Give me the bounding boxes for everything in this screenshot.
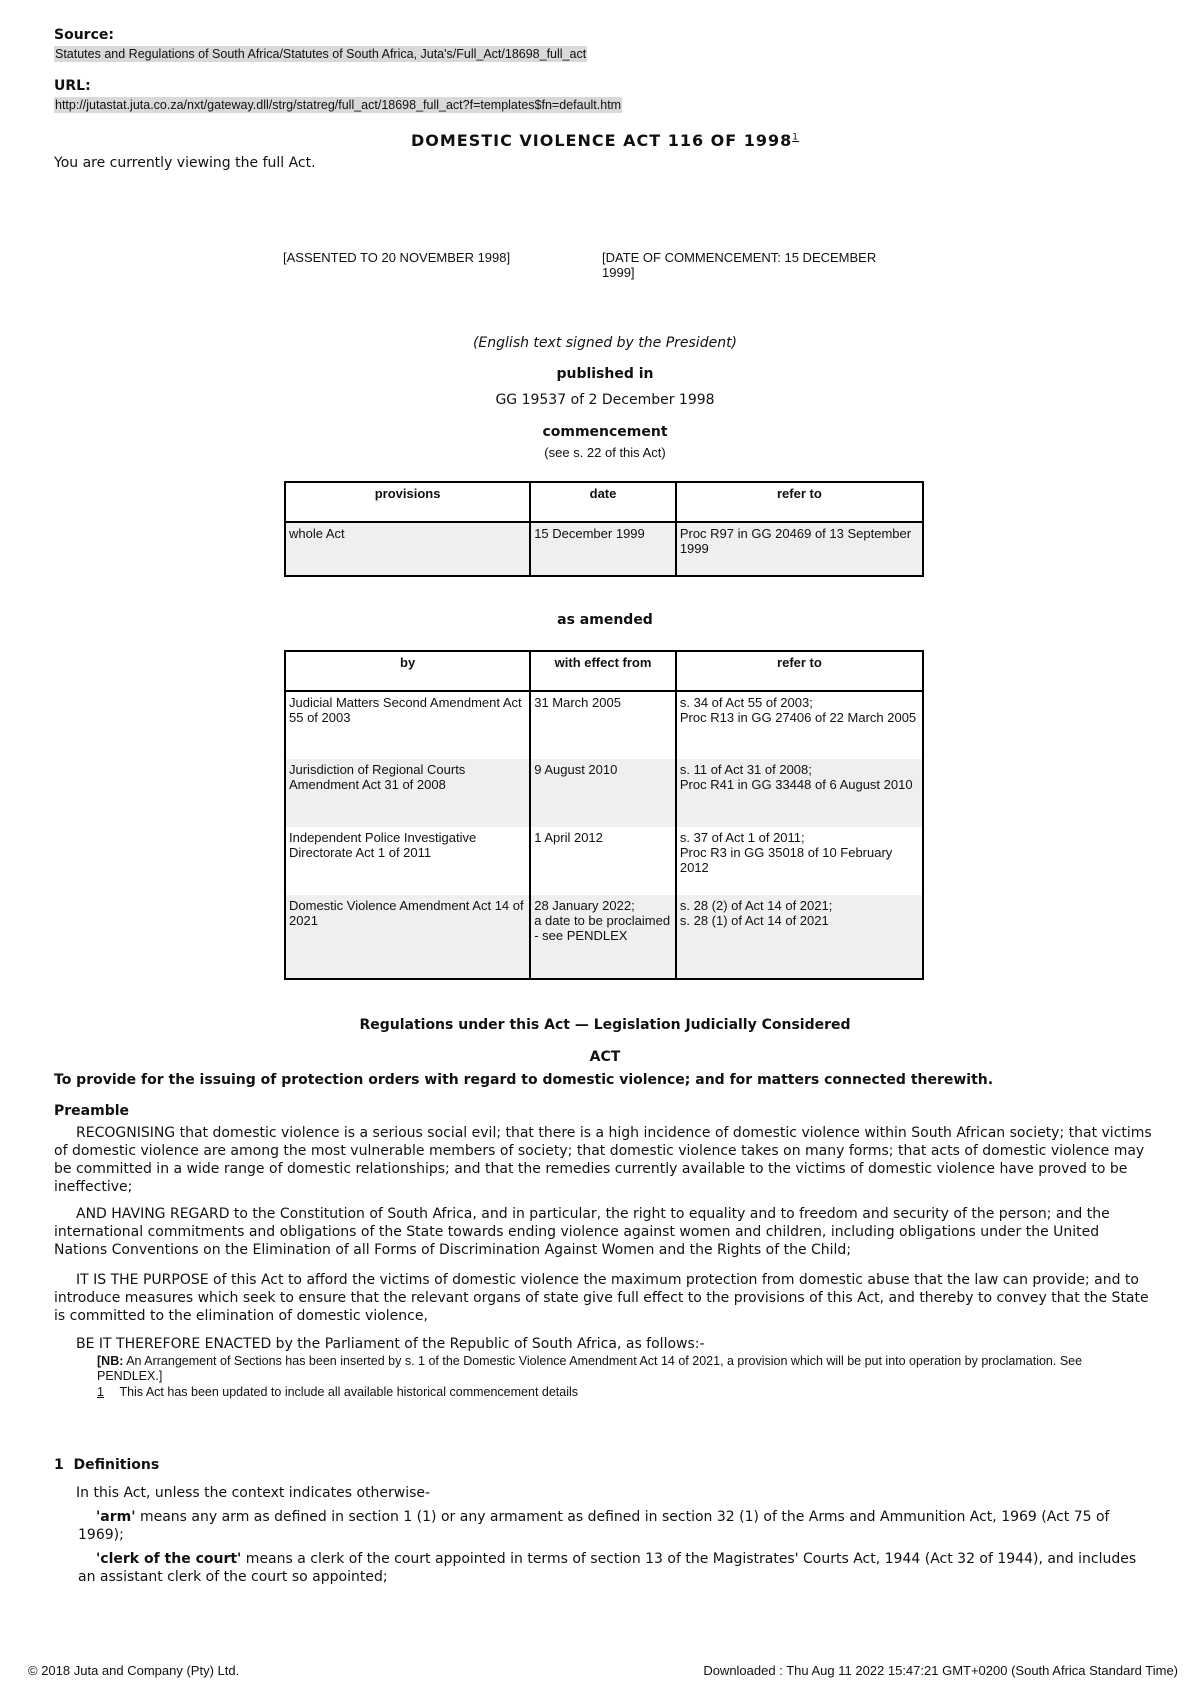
- table-row: [285, 827, 923, 895]
- preamble-paragraph: [54, 1124, 1154, 1196]
- preamble-text: RECOGNISING that domestic violence is a serious social evil; that there is a high incidence of domestic violence within South African society; that victims of domestic violence are among the most vulnerable members of society; that domestic violence takes on many forms; that acts of domestic violence may be committed in a wide range of domestic relationships; and that the remedies currently available to the victims of domestic violence have proved to be ineffective;: [54, 1125, 1152, 1195]
- commencement-see: (see s. 22 of this Act): [544, 445, 666, 460]
- nb-note: [97, 1354, 1097, 1384]
- table-cell: Proc R97 in GG 20469 of 13 September 1999: [676, 522, 923, 576]
- enacting-clause: BE IT THEREFORE ENACTED by the Parliament of the Republic of South Africa, as follows:-: [76, 1336, 705, 1352]
- table-cell: s. 34 of Act 55 of 2003; Proc R13 in GG 27406 of 22 March 2005: [676, 691, 923, 759]
- column-header: provisions: [285, 482, 530, 522]
- column-header: date: [530, 482, 676, 522]
- assented-date: [ASSENTED TO 20 NOVEMBER 1998]: [283, 250, 511, 265]
- definition-term: 'arm': [96, 1509, 136, 1525]
- preamble-paragraph: [54, 1205, 1154, 1259]
- link-separator: —: [574, 1017, 589, 1033]
- column-header: refer to: [676, 651, 923, 691]
- commencement-heading: commencement: [542, 424, 668, 440]
- table-cell: 31 March 2005: [530, 691, 676, 759]
- column-header: by: [285, 651, 530, 691]
- nb-text: An Arrangement of Sections has been inserted by s. 1 of the Domestic Violence Amendment Act 14 of 2021, a provision which will be put into operation by proclamation. See PENDLEX.]: [97, 1354, 1083, 1383]
- regulations-link[interactable]: Regulations under this Act: [359, 1017, 570, 1033]
- column-header: refer to: [676, 482, 923, 522]
- definition: [78, 1508, 1158, 1544]
- section-heading: 1 Definitions: [54, 1457, 160, 1473]
- section-intro: In this Act, unless the context indicates otherwise-: [76, 1485, 431, 1501]
- table-cell: Judicial Matters Second Amendment Act 55 of 2003: [285, 691, 530, 759]
- table-cell: 9 August 2010: [530, 759, 676, 827]
- viewing-note: You are currently viewing the full Act.: [54, 155, 316, 171]
- act-title: [300, 131, 910, 150]
- related-links: [300, 1017, 910, 1033]
- footer-downloaded: Downloaded : Thu Aug 11 2022 15:47:21 GMT+0200 (South Africa Standard Time): [703, 1663, 1178, 1678]
- published-heading: published in: [556, 366, 654, 382]
- source-label: Source:: [54, 27, 114, 43]
- definition-term: 'clerk of the court': [96, 1551, 242, 1567]
- footer-copyright: © 2018 Juta and Company (Pty) Ltd.: [28, 1663, 240, 1678]
- published-ref: GG 19537 of 2 December 1998: [495, 392, 715, 408]
- source-path[interactable]: Statutes and Regulations of South Africa/Statutes of South Africa, Juta's/Full_Act/18698_full_act: [55, 47, 587, 61]
- table-cell: Independent Police Investigative Directorate Act 1 of 2011: [285, 827, 530, 895]
- source-url-link[interactable]: http://jutastat.juta.co.za/nxt/gateway.dll/strg/statreg/full_act/18698_full_act?f=templates$fn=default.htm: [55, 98, 622, 112]
- table-cell: 1 April 2012: [530, 827, 676, 895]
- footnote-number-link[interactable]: 1: [97, 1385, 104, 1399]
- preamble-text: IT IS THE PURPOSE of this Act to afford the victims of domestic violence the maximum protection from domestic abuse that the law can provide; and to introduce measures which seek to ensure that the relevant organs of state give full effect to the provisions of this Act, and thereby to convey that the State is committed to the elimination of domestic violence,: [54, 1272, 1149, 1324]
- table-cell: s. 37 of Act 1 of 2011; Proc R3 in GG 35018 of 10 February 2012: [676, 827, 923, 895]
- url-label: URL:: [54, 78, 91, 94]
- title-footnote-link[interactable]: 1: [792, 132, 800, 143]
- preamble-paragraph: [54, 1271, 1154, 1325]
- table-cell: 28 January 2022; a date to be proclaimed - see PENDLEX: [530, 895, 676, 979]
- nb-label: [NB:: [97, 1354, 124, 1368]
- footnote-text: This Act has been updated to include all available historical commencement details: [119, 1385, 579, 1399]
- commencement-table: [284, 481, 924, 577]
- footnote: [97, 1385, 1097, 1400]
- act-heading: ACT: [589, 1049, 621, 1065]
- table-cell: whole Act: [285, 522, 530, 576]
- table-row: [285, 691, 923, 759]
- amended-heading: as amended: [557, 612, 653, 628]
- table-cell: 15 December 1999: [530, 522, 676, 576]
- definition-text: means a clerk of the court appointed in terms of section 13 of the Magistrates' Courts Act, 1944 (Act 32 of 1944), and includes an assistant clerk of the court so appointed;: [78, 1551, 1137, 1585]
- amendments-table: [284, 650, 924, 980]
- column-header: with effect from: [530, 651, 676, 691]
- definition: [78, 1550, 1158, 1586]
- table-row: [285, 759, 923, 827]
- definition-text: means any arm as defined in section 1 (1) or any armament as defined in section 32 (1) of the Arms and Ammunition Act, 1969 (Act 75 of 1969);: [78, 1509, 1110, 1543]
- table-row: [285, 522, 923, 576]
- signed-by-note: (English text signed by the President): [472, 335, 738, 351]
- table-cell: Jurisdiction of Regional Courts Amendment Act 31 of 2008: [285, 759, 530, 827]
- table-cell: s. 28 (2) of Act 14 of 2021; s. 28 (1) of Act 14 of 2021: [676, 895, 923, 979]
- legislation-considered-link[interactable]: Legislation Judicially Considered: [593, 1017, 851, 1033]
- table-cell: s. 11 of Act 31 of 2008; Proc R41 in GG 33448 of 6 August 2010: [676, 759, 923, 827]
- long-title: To provide for the issuing of protection orders with regard to domestic violence; and for matters connected therewith.: [54, 1072, 994, 1088]
- preamble-text: AND HAVING REGARD to the Constitution of South Africa, and in particular, the right to equality and to freedom and security of the person; and the international commitments and obligations of the State towards ending violence against women and children, including obligations under the United Nations Conventions on the Elimination of all Forms of Discrimination Against Women and the Rights of the Child;: [54, 1206, 1110, 1258]
- table-row: [285, 895, 923, 979]
- commencement-date: [DATE OF COMMENCEMENT: 15 DECEMBER 1999]: [602, 250, 877, 280]
- preamble-heading: Preamble: [54, 1103, 130, 1119]
- act-title-text: DOMESTIC VIOLENCE ACT 116 OF 1998: [410, 131, 793, 150]
- table-cell: Domestic Violence Amendment Act 14 of 2021: [285, 895, 530, 979]
